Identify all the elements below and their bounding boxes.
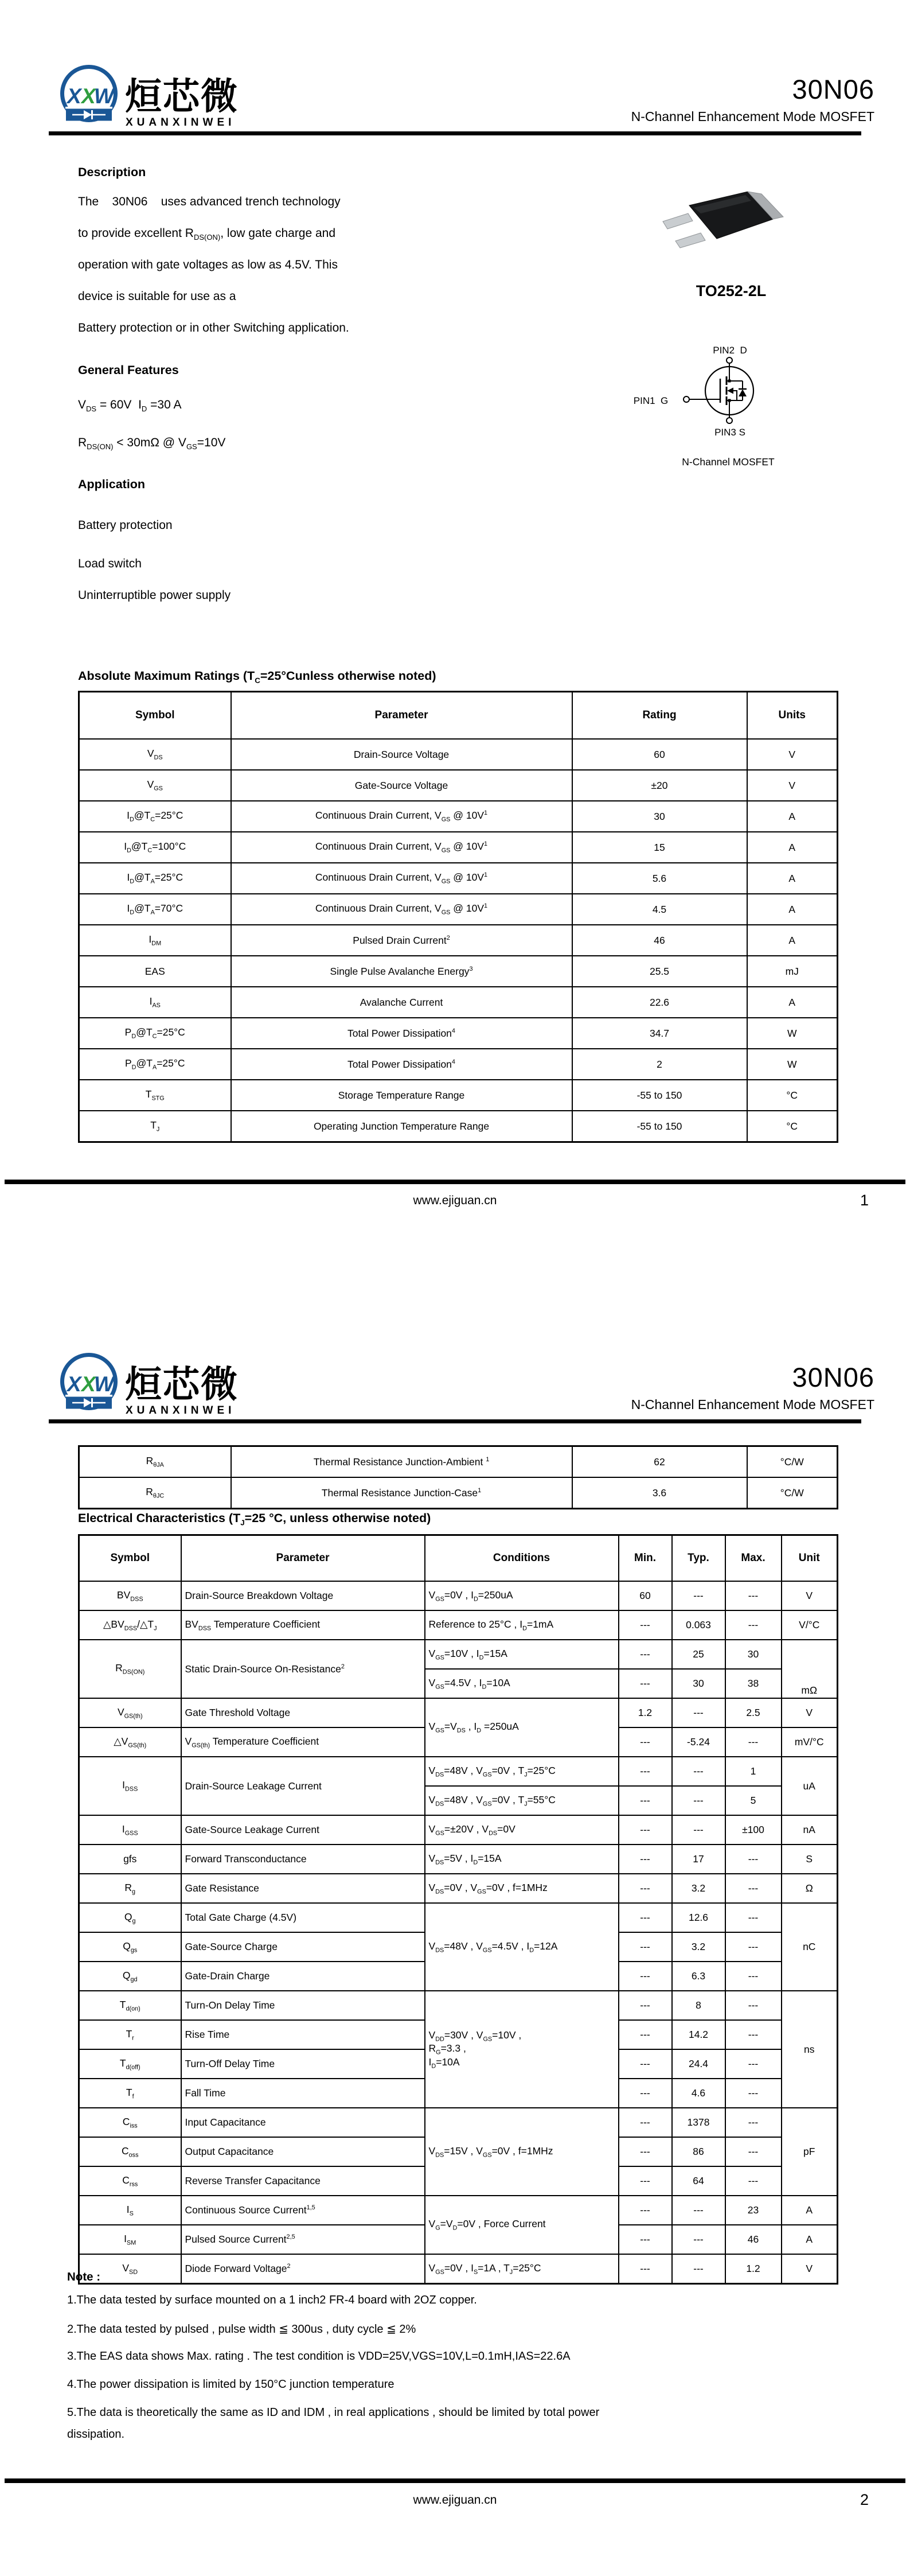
table-cell: $V_{DS}=0V$ , $V_{GS}=0V$ , f=1MHz <box>425 1874 619 1903</box>
table-cell: $C_{oss}$ <box>79 2137 181 2166</box>
table-cell: Single Pulse Avalanche Energy$^3$ <box>231 956 572 987</box>
table-cell: --- <box>619 1874 672 1903</box>
table-cell: --- <box>725 1610 782 1640</box>
table-cell: V <box>747 770 838 801</box>
logo-letter: X <box>81 1372 96 1396</box>
logo-letter: X <box>81 84 96 108</box>
electrical-characteristics-table <box>78 1534 838 2285</box>
table-cell: 2.5 <box>725 1698 782 1727</box>
table-cell: nA <box>782 1815 838 1845</box>
table-cell: --- <box>619 1727 672 1757</box>
table-cell: $I_D@T_C=100^\circ C$ <box>79 832 231 863</box>
table-cell: --- <box>725 1991 782 2020</box>
table-cell: --- <box>619 2137 672 2166</box>
table-cell: 34.7 <box>572 1018 747 1049</box>
table-cell: $C_{iss}$ <box>79 2108 181 2137</box>
table-cell: --- <box>672 2254 725 2284</box>
table-cell: A <box>747 801 838 832</box>
table-cell: Gate-Source Charge <box>181 1932 425 1962</box>
table-cell: $T_{STG}$ <box>79 1080 231 1111</box>
table-cell: 46 <box>572 925 747 956</box>
table-cell: 6.3 <box>672 1962 725 1991</box>
note-line: dissipation. <box>67 2428 125 2441</box>
table-cell: Continuous Source Current$^{1,5}$ <box>181 2196 425 2225</box>
column-header: Unit <box>782 1535 838 1582</box>
abs-max-heading: Absolute Maximum Ratings ($T_C=25^\circ Cunless$ otherwise noted) <box>78 669 436 685</box>
column-header: Parameter <box>181 1535 425 1582</box>
thermal-resistance-table <box>78 1445 838 1509</box>
column-header: Min. <box>619 1535 672 1582</box>
header-divider <box>49 1419 861 1423</box>
note-line: 3.The EAS data shows Max. rating . The test condition is VDD=25V,VGS=10V,L=0.1mH,IAS=22.6A <box>67 2350 571 2363</box>
table-cell: --- <box>725 2079 782 2108</box>
table-cell: Gate Resistance <box>181 1874 425 1903</box>
table-cell: --- <box>725 2049 782 2079</box>
table-cell: $V_{GS}=10V$ , $I_D=15A$ <box>425 1640 619 1669</box>
column-header: Symbol <box>79 1535 181 1582</box>
table-cell: Gate-Drain Charge <box>181 1962 425 1991</box>
table-cell: Total Power Dissipation$^4$ <box>231 1018 572 1049</box>
table-cell: °C <box>747 1111 838 1142</box>
table-cell: Avalanche Current <box>231 987 572 1018</box>
table-cell: V <box>782 2254 838 2284</box>
logo-mark-icon <box>58 1351 123 1415</box>
part-number: 30N06 <box>792 1362 874 1392</box>
table-cell: $I_{DSS}$ <box>79 1757 181 1815</box>
table-cell: --- <box>619 1669 672 1698</box>
table-cell: Turn-On Delay Time <box>181 1991 425 2020</box>
table-cell: $V_{DS}=48V$ , $V_{GS}=0V$ , $T_J=25^\circ C$ <box>425 1757 619 1786</box>
table-cell: $R_{\theta JC}$ <box>79 1477 231 1509</box>
description-line: device is suitable for use as a <box>78 290 236 303</box>
logo-letter: X <box>67 84 81 108</box>
table-cell: Reverse Transfer Capacitance <box>181 2166 425 2196</box>
table-cell: A <box>747 925 838 956</box>
table-cell: -55 to 150 <box>572 1080 747 1111</box>
table-cell: $T_J$ <box>79 1111 231 1142</box>
table-cell: $T_r$ <box>79 2020 181 2049</box>
table-cell: --- <box>725 1845 782 1874</box>
table-cell: Rise Time <box>181 2020 425 2049</box>
table-cell: $Q_{gs}$ <box>79 1932 181 1962</box>
table-cell: Gate-Source Voltage <box>231 770 572 801</box>
table-cell: --- <box>672 1757 725 1786</box>
table-cell: -5.24 <box>672 1727 725 1757</box>
table-cell: °C/W <box>747 1477 838 1509</box>
table-cell: V <box>782 1698 838 1727</box>
table-cell: V <box>747 739 838 770</box>
logo-letter: W <box>94 84 114 108</box>
table-cell: $I_{GSS}$ <box>79 1815 181 1845</box>
pin-label-gate: PIN1 G <box>633 395 669 406</box>
description-line: operation with gate voltages as low as 4.5V. This <box>78 258 338 271</box>
table-cell: $C_{rss}$ <box>79 2166 181 2196</box>
footer-divider <box>5 1180 905 1184</box>
table-cell: ±20 <box>572 770 747 801</box>
note-line: 1.The data tested by surface mounted on a 1 inch2 FR-4 board with 2OZ copper. <box>67 2294 477 2306</box>
table-cell: 1.2 <box>619 1698 672 1727</box>
table-cell: Output Capacitance <box>181 2137 425 2166</box>
table-cell: Drain-Source Leakage Current <box>181 1757 425 1815</box>
table-cell: --- <box>619 1757 672 1786</box>
table-cell: 3.6 <box>572 1477 747 1509</box>
column-header: Max. <box>725 1535 782 1582</box>
table-cell: A <box>782 2196 838 2225</box>
table-cell: $V_{DD}=30V$ , $V_{GS}=10V$ , $R_G=3.3$ , $I_D=10A$ <box>425 1991 619 2108</box>
table-cell: 14.2 <box>672 2020 725 2049</box>
table-cell: Ω <box>782 1874 838 1903</box>
logo-letter: X <box>67 1372 81 1396</box>
logo-latin-name: XUANXINWEI <box>126 116 236 129</box>
table-cell: ns <box>782 1991 838 2108</box>
header-divider <box>49 131 861 135</box>
table-cell: --- <box>619 2196 672 2225</box>
table-cell: EAS <box>79 956 231 987</box>
table-cell: 5.6 <box>572 863 747 894</box>
table-cell: --- <box>619 2108 672 2137</box>
table-cell: A <box>782 2225 838 2254</box>
table-cell: Thermal Resistance Junction-Ambient $^1$ <box>231 1446 572 1478</box>
table-cell: 17 <box>672 1845 725 1874</box>
table-cell: Drain-Source Voltage <box>231 739 572 770</box>
table-cell: --- <box>725 1932 782 1962</box>
table-cell: Fall Time <box>181 2079 425 2108</box>
absolute-maximum-ratings-table <box>78 691 838 1143</box>
table-cell: $V_{GS}=0V$ , $I_S=1A$ , $T_J=25^\circ C$ <box>425 2254 619 2284</box>
table-cell: 15 <box>572 832 747 863</box>
application-item: Battery protection <box>78 519 173 532</box>
table-cell: S <box>782 1845 838 1874</box>
table-cell: --- <box>619 1991 672 2020</box>
application-item: Load switch <box>78 557 142 570</box>
table-cell: --- <box>619 1640 672 1669</box>
table-cell: $\triangle BV_{DSS}/\triangle T_J$ <box>79 1610 181 1640</box>
feature-item: $R_{DS(ON)} < 30m\Omega$ @ $V_{GS}=10V$ <box>78 436 226 452</box>
table-cell: 60 <box>572 739 747 770</box>
table-cell: --- <box>619 2020 672 2049</box>
table-cell: 25 <box>672 1640 725 1669</box>
table-cell: A <box>747 832 838 863</box>
table-cell: 1.2 <box>725 2254 782 2284</box>
table-cell: 30 <box>572 801 747 832</box>
mosfet-figure-caption: N-Channel MOSFET <box>682 456 775 468</box>
table-cell: Drain-Source Breakdown Voltage <box>181 1581 425 1610</box>
table-cell: $V_{DS}=15V$ , $V_{GS}=0V$ , f=1MHz <box>425 2108 619 2196</box>
table-cell: --- <box>672 1581 725 1610</box>
table-cell: --- <box>725 1581 782 1610</box>
package-photo <box>659 188 797 263</box>
table-cell: 12.6 <box>672 1903 725 1932</box>
table-cell: $V_{DS}$ <box>79 739 231 770</box>
table-cell: 24.4 <box>672 2049 725 2079</box>
logo-mark-icon <box>58 63 123 127</box>
logo-chinese-name: 烜芯微 <box>125 1364 239 1405</box>
table-cell: Storage Temperature Range <box>231 1080 572 1111</box>
table-cell: 60 <box>619 1581 672 1610</box>
general-features-heading: General Features <box>78 363 179 377</box>
page-number: 1 <box>860 1192 869 1209</box>
table-cell: Total Power Dissipation$^4$ <box>231 1049 572 1080</box>
table-cell: Gate-Source Leakage Current <box>181 1815 425 1845</box>
table-cell: 23 <box>725 2196 782 2225</box>
table-cell: --- <box>619 1845 672 1874</box>
table-cell: --- <box>619 2079 672 2108</box>
table-cell: --- <box>672 2196 725 2225</box>
table-cell: °C/W <box>747 1446 838 1478</box>
table-cell: --- <box>672 1815 725 1845</box>
package-name: TO252-2L <box>696 282 767 299</box>
table-cell: 3.2 <box>672 1874 725 1903</box>
table-cell: mJ <box>747 956 838 987</box>
table-cell: $R_g$ <box>79 1874 181 1903</box>
table-cell: Operating Junction Temperature Range <box>231 1111 572 1142</box>
table-cell: mΩ <box>782 1640 838 1698</box>
table-cell: 4.5 <box>572 894 747 925</box>
table-cell: Continuous Drain Current, $V_{GS}$ @ $10V^1$ <box>231 832 572 863</box>
table-cell: uA <box>782 1757 838 1815</box>
document-subtitle: N-Channel Enhancement Mode MOSFET <box>631 109 874 124</box>
table-cell: --- <box>725 1903 782 1932</box>
table-cell: 38 <box>725 1669 782 1698</box>
table-cell: $T_{d(off)}$ <box>79 2049 181 2079</box>
table-cell: $V_{GS}=4.5V$ , $I_D=10A$ <box>425 1669 619 1698</box>
footer-url: www.ejiguan.cn <box>413 2493 497 2507</box>
table-cell: 1 <box>725 1757 782 1786</box>
part-number: 30N06 <box>792 74 874 104</box>
table-cell: 22.6 <box>572 987 747 1018</box>
note-line: 2.The data tested by pulsed , pulse width ≦ 300us , duty cycle ≦ 2% <box>67 2323 416 2336</box>
column-header: Rating <box>572 692 747 740</box>
table-cell: 5 <box>725 1786 782 1815</box>
application-heading: Application <box>78 477 146 491</box>
pin-label-drain: PIN2 D <box>713 345 747 356</box>
application-item: Uninterruptible power supply <box>78 589 231 602</box>
table-cell: --- <box>725 2020 782 2049</box>
table-cell: $I_{AS}$ <box>79 987 231 1018</box>
table-cell: A <box>747 863 838 894</box>
column-header: Conditions <box>425 1535 619 1582</box>
table-cell: 4.6 <box>672 2079 725 2108</box>
table-cell: Pulsed Drain Current$^2$ <box>231 925 572 956</box>
table-cell: $V_{GS}=V_{DS}$ , $I_D =250uA$ <box>425 1698 619 1757</box>
table-cell: --- <box>619 1903 672 1932</box>
table-cell: --- <box>725 1874 782 1903</box>
logo-letter: W <box>94 1372 114 1396</box>
table-cell: Continuous Drain Current, $V_{GS}$ @ $10V^1$ <box>231 894 572 925</box>
table-cell: A <box>747 987 838 1018</box>
footer-divider <box>5 2478 905 2483</box>
table-cell: $P_D@T_C=25^\circ C$ <box>79 1018 231 1049</box>
table-cell: 1378 <box>672 2108 725 2137</box>
table-cell: $BV_{DSS}$ Temperature Coefficient <box>181 1610 425 1640</box>
table-cell: 46 <box>725 2225 782 2254</box>
table-cell: $R_{\theta JA}$ <box>79 1446 231 1478</box>
table-cell: --- <box>725 2108 782 2137</box>
table-cell: --- <box>619 1962 672 1991</box>
table-cell: nC <box>782 1903 838 1991</box>
table-cell: 8 <box>672 1991 725 2020</box>
table-cell: 2 <box>572 1049 747 1080</box>
table-cell: --- <box>619 1932 672 1962</box>
column-header: Symbol <box>79 692 231 740</box>
table-cell: 0.063 <box>672 1610 725 1640</box>
electrical-characteristics-heading: Electrical Characteristics ($T_J=25$ °C, unless otherwise noted) <box>78 1511 431 1527</box>
table-cell: V/°C <box>782 1610 838 1640</box>
document-subtitle: N-Channel Enhancement Mode MOSFET <box>631 1397 874 1412</box>
note-line: 4.The power dissipation is limited by 150°C junction temperature <box>67 2378 395 2391</box>
table-cell: 30 <box>725 1640 782 1669</box>
table-cell: --- <box>725 2137 782 2166</box>
table-cell: 86 <box>672 2137 725 2166</box>
table-cell: mV/°C <box>782 1727 838 1757</box>
table-cell: Gate Threshold Voltage <box>181 1698 425 1727</box>
pin-label-source: PIN3 S <box>714 427 745 438</box>
column-header: Typ. <box>672 1535 725 1582</box>
table-cell: 25.5 <box>572 956 747 987</box>
table-cell: $V_{GS}=0V$ , $I_D=250uA$ <box>425 1581 619 1610</box>
table-cell: $I_{SM}$ <box>79 2225 181 2254</box>
table-cell: $T_{d(on)}$ <box>79 1991 181 2020</box>
table-cell: $I_D@T_A=70^\circ C$ <box>79 894 231 925</box>
table-cell: --- <box>672 2225 725 2254</box>
table-cell: 3.2 <box>672 1932 725 1962</box>
table-cell: $V_{SD}$ <box>79 2254 181 2284</box>
table-cell: $V_{GS(th)}$ <box>79 1698 181 1727</box>
table-cell: 64 <box>672 2166 725 2196</box>
table-cell: --- <box>619 1815 672 1845</box>
table-cell: °C <box>747 1080 838 1111</box>
note-heading: Note : <box>67 2270 101 2283</box>
table-cell: Forward Transconductance <box>181 1845 425 1874</box>
table-cell: $I_D@T_A=25^\circ C$ <box>79 863 231 894</box>
note-line: 5.The data is theoretically the same as ID and IDM , in real applications , should be limited by total power <box>67 2406 600 2419</box>
table-cell: Continuous Drain Current, $V_{GS}$ @ $10V^1$ <box>231 801 572 832</box>
table-cell: --- <box>619 2254 672 2284</box>
table-cell: ±100 <box>725 1815 782 1845</box>
table-cell: Thermal Resistance Junction-Case$^1$ <box>231 1477 572 1509</box>
table-cell: $R_{DS(ON)}$ <box>79 1640 181 1698</box>
table-cell: V <box>782 1581 838 1610</box>
table-cell: $V_{GS(th)}$ Temperature Coefficient <box>181 1727 425 1757</box>
table-cell: --- <box>672 1698 725 1727</box>
table-cell: W <box>747 1049 838 1080</box>
table-cell: --- <box>619 2049 672 2079</box>
table-cell: --- <box>725 1962 782 1991</box>
table-cell: $Q_g$ <box>79 1903 181 1932</box>
table-cell: $BV_{DSS}$ <box>79 1581 181 1610</box>
description-line: The 30N06 uses advanced trench technology <box>78 195 341 208</box>
table-cell: $Q_{gd}$ <box>79 1962 181 1991</box>
description-line: Battery protection or in other Switching application. <box>78 321 349 334</box>
table-cell: Turn-Off Delay Time <box>181 2049 425 2079</box>
table-cell: Total Gate Charge (4.5V) <box>181 1903 425 1932</box>
table-cell: --- <box>725 2166 782 2196</box>
feature-item: $V_{DS} = 60V$ $I_D =30$ A <box>78 398 182 414</box>
table-cell: --- <box>672 1786 725 1815</box>
company-logo <box>45 61 297 135</box>
description-heading: Description <box>78 165 146 179</box>
table-cell: 30 <box>672 1669 725 1698</box>
table-cell: Reference to 25°C , $I_D=1mA$ <box>425 1610 619 1640</box>
column-header: Parameter <box>231 692 572 740</box>
table-cell: $I_{DM}$ <box>79 925 231 956</box>
table-cell: $I_S$ <box>79 2196 181 2225</box>
table-cell: --- <box>619 1610 672 1640</box>
table-cell: gfs <box>79 1845 181 1874</box>
column-header: Units <box>747 692 838 740</box>
table-cell: $P_D@T_A=25^\circ C$ <box>79 1049 231 1080</box>
table-cell: $V_{DS}=48V$ , $V_{GS}=4.5V$ , $I_D=12A$ <box>425 1903 619 1991</box>
page-number: 2 <box>860 2491 869 2508</box>
table-cell: $\triangle V_{GS(th)}$ <box>79 1727 181 1757</box>
table-cell: $V_{DS}=48V$ , $V_{GS}=0V$ , $T_J=55^\circ C$ <box>425 1786 619 1815</box>
table-cell: Continuous Drain Current, $V_{GS}$ @ $10V^1$ <box>231 863 572 894</box>
table-cell: Input Capacitance <box>181 2108 425 2137</box>
table-cell: --- <box>725 1727 782 1757</box>
table-cell: Pulsed Source Current$^{2,5}$ <box>181 2225 425 2254</box>
table-cell: Static Drain-Source On-Resistance$^2$ <box>181 1640 425 1698</box>
logo-chinese-name: 烜芯微 <box>125 76 239 117</box>
description-line: to provide excellent $R_{DS(ON)}$, low gate charge and <box>78 227 336 242</box>
table-cell: $V_G=V_D=0V$ , Force Current <box>425 2196 619 2254</box>
table-cell: --- <box>619 2166 672 2196</box>
table-cell: W <box>747 1018 838 1049</box>
table-cell: --- <box>619 1786 672 1815</box>
table-cell: $V_{GS}$ <box>79 770 231 801</box>
company-logo <box>45 1349 297 1423</box>
table-cell: $T_f$ <box>79 2079 181 2108</box>
logo-latin-name: XUANXINWEI <box>126 1404 236 1417</box>
table-cell: --- <box>619 2225 672 2254</box>
table-cell: -55 to 150 <box>572 1111 747 1142</box>
table-cell: $V_{DS}=5V$ , $I_D=15A$ <box>425 1845 619 1874</box>
table-cell: 62 <box>572 1446 747 1478</box>
table-cell: $I_D@T_C=25^\circ C$ <box>79 801 231 832</box>
table-cell: $V_{GS}=\pm 20V$ , $V_{DS}=0V$ <box>425 1815 619 1845</box>
table-cell: A <box>747 894 838 925</box>
table-cell: pF <box>782 2108 838 2196</box>
table-cell: Diode Forward Voltage$^2$ <box>181 2254 425 2284</box>
footer-url: www.ejiguan.cn <box>413 1194 497 1207</box>
